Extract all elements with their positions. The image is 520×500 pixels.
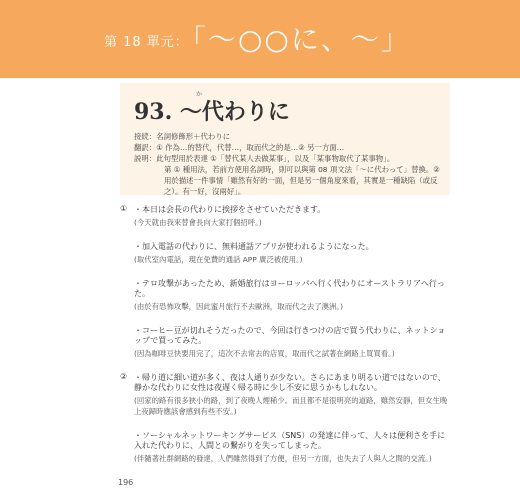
example-translation: (取代室內電話，現在免費的通話 APP 廣泛被使用。) bbox=[134, 255, 303, 264]
example-translation: (由於有恐怖攻擊，因此蜜月旅行不去歐洲，取而代之去了澳洲。) bbox=[134, 302, 344, 311]
lesson-title: 93. 〜代わりに bbox=[134, 99, 290, 125]
example-item bbox=[120, 200, 450, 228]
title-ruby: か bbox=[196, 91, 203, 98]
example-group-1 bbox=[120, 200, 450, 359]
unit-header-banner bbox=[0, 0, 520, 78]
example-item bbox=[120, 368, 450, 417]
example-japanese: ・コーヒー豆が切れそうだったので、今回は行きつけの店で買う代わりに、ネットショップで買ってみた。 bbox=[134, 326, 446, 345]
desc-text: 此句型用於表達 ①「替代某人去做某事」，以及「某事物取代了某事物」。 bbox=[156, 154, 395, 163]
grammar-description bbox=[134, 131, 446, 197]
unit-label: 第 18 單元： bbox=[104, 35, 189, 50]
example-japanese: ・加入電話の代わりに、無料通話アプリが使われるようになった。 bbox=[134, 242, 374, 251]
desc-label: 翻訳： bbox=[134, 143, 157, 152]
desc-text: 第 ① 種用法，若前方使用名詞時，則可以與第 08 項文法「〜に代わって」替換。② 用於描述一件事情「雖然有好的一面，但是另一個角度來看，其實是一種缺陷（或反之）。有一好，沒兩好」。 bbox=[164, 165, 440, 196]
example-japanese: ・帰り道に細い道が多く、夜は人通りが少ない。さらにあまり明るい道ではないので、静かな代わりに女性は夜遅く帰る時に少し不安に思うかもしれない。 bbox=[134, 373, 446, 392]
group-number: ② bbox=[120, 372, 128, 381]
grammar-card bbox=[120, 83, 450, 195]
group-number: ① bbox=[120, 204, 128, 213]
example-translation: (今天就由我來替會長向大家打個招呼。) bbox=[134, 218, 262, 227]
desc-row-connection bbox=[134, 131, 446, 142]
desc-row-explanation bbox=[134, 153, 446, 164]
unit-title: 「〜○○に、〜」 bbox=[178, 23, 411, 56]
example-translation: (伴隨著社群網路的發達，人們雖然得到了方便，但另一方面，也失去了人與人之間的交流。) bbox=[134, 454, 432, 463]
example-item bbox=[120, 274, 450, 312]
example-japanese: ・ソーシャルネットワーキングサービス（SNS）の発達に伴って、人々は便利さを手に入れた代わりに、人間との繋がりを失ってしまった。 bbox=[134, 431, 446, 450]
desc-row-translation bbox=[134, 142, 446, 153]
desc-label: 説明： bbox=[134, 154, 157, 163]
desc-label: 接続： bbox=[134, 132, 157, 141]
desc-text: ① 作為…的替代，代替…，取而代之的是…② 另一方面… bbox=[156, 143, 345, 152]
example-japanese: ・本日は会長の代わりに挨拶をさせていただきます。 bbox=[134, 205, 326, 214]
desc-text: 名詞修飾形＋代わりに bbox=[156, 132, 231, 141]
desc-row-explanation-cont bbox=[134, 164, 446, 197]
example-translation: (回家的路有很多狹小的路，到了夜晚人煙稀少。而且都不是很明亮的道路，雖然安靜，但女生晚上夜歸時應該會感到有些不安。) bbox=[134, 396, 448, 416]
examples-section bbox=[120, 200, 450, 473]
example-item bbox=[120, 237, 450, 265]
page-number: 196 bbox=[118, 478, 134, 487]
example-item bbox=[120, 426, 450, 464]
example-japanese: ・テロ攻撃があったため、新婚旅行はヨーロッパへ行く代わりにオーストラリアへ行った。 bbox=[134, 279, 445, 298]
example-translation: (因為咖啡豆快要用完了，這次不去常去的店買，取而代之試著在網路上買買看。) bbox=[134, 349, 395, 358]
example-group-2 bbox=[120, 368, 450, 464]
example-item bbox=[120, 321, 450, 359]
